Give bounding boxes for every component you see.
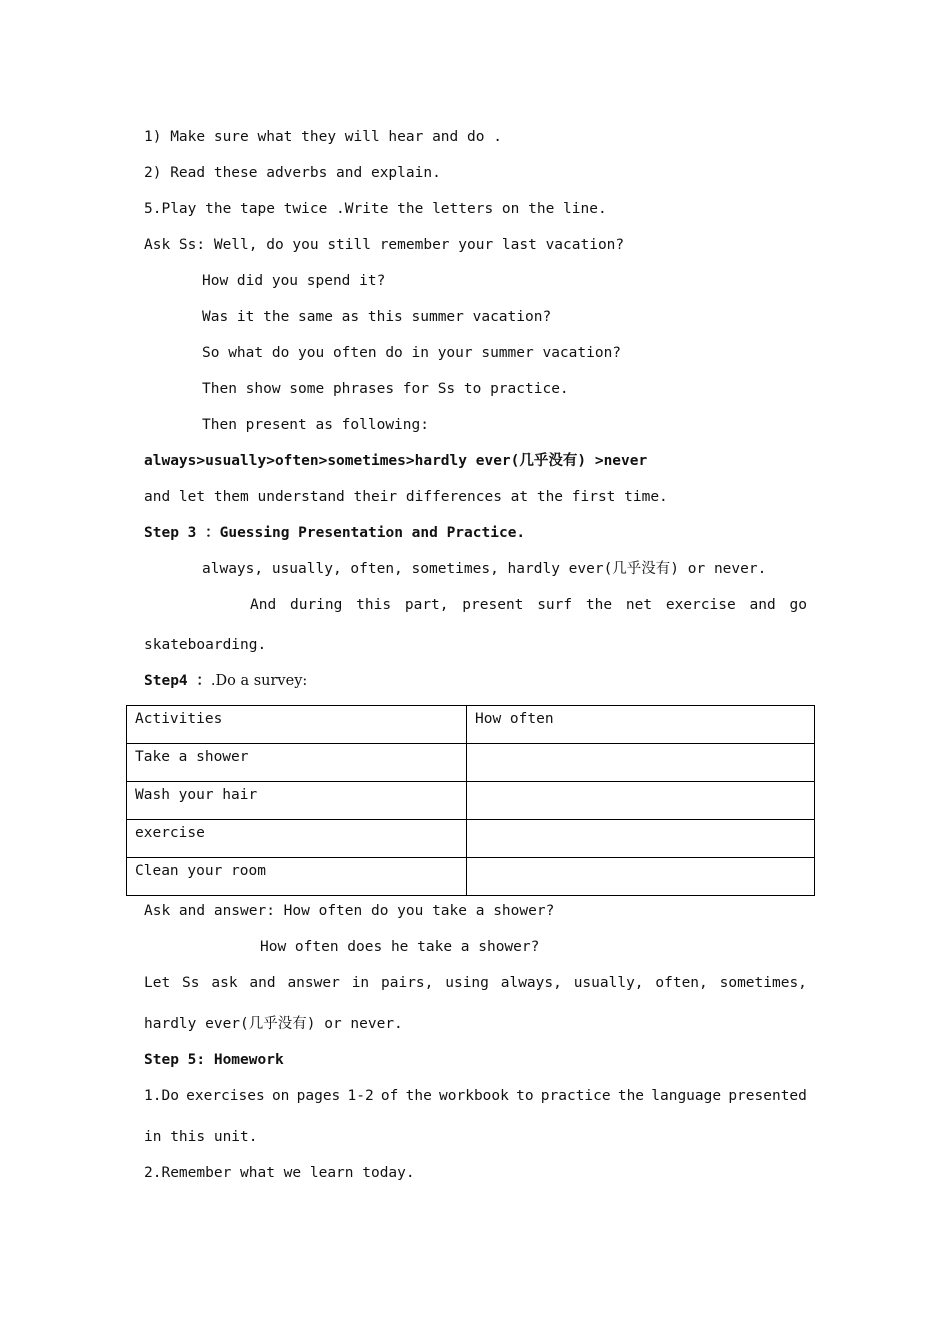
step3-heading: Step 3 ：Guessing Presentation and Practice. <box>144 525 526 541</box>
header-cell: Activities <box>127 706 467 744</box>
text-line: How did you spend it? <box>202 273 386 289</box>
header-cell: How often <box>467 706 815 744</box>
word: on <box>271 1088 290 1104</box>
word: Let <box>144 975 171 991</box>
word: workbook <box>439 1088 509 1104</box>
justified-line <box>250 595 807 615</box>
word: net <box>625 597 653 613</box>
word: the <box>405 1088 432 1104</box>
word: go <box>789 597 807 613</box>
survey-table <box>126 705 815 896</box>
table-row <box>127 744 815 782</box>
word: exercises <box>186 1088 265 1104</box>
text-line: Was it the same as this summer vacation? <box>202 309 552 325</box>
word: pages <box>296 1088 341 1104</box>
word: often, <box>655 975 708 991</box>
frequency-cell <box>467 782 815 820</box>
word: using <box>445 975 489 991</box>
text-line: in this unit. <box>144 1129 258 1145</box>
table-row <box>127 820 815 858</box>
text-line: Ask and answer: How often do you take a shower? <box>144 903 555 919</box>
text-line: 2) Read these adverbs and explain. <box>144 165 441 181</box>
table-row <box>127 858 815 896</box>
word: answer <box>287 975 340 991</box>
justified-line <box>144 973 807 993</box>
word: and <box>249 975 276 991</box>
text-line: 5.Play the tape twice .Write the letters on the line. <box>144 201 607 217</box>
adverb-scale: always>usually>often>sometimes>hardly ever(几乎没有) >never <box>144 453 648 469</box>
text-line: 1) Make sure what they will hear and do . <box>144 129 502 145</box>
word: usually, <box>573 975 644 991</box>
word: ask <box>211 975 238 991</box>
word: in <box>351 975 370 991</box>
justified-line <box>144 1086 807 1106</box>
word: 1.Do <box>144 1088 179 1104</box>
word: and <box>749 597 776 613</box>
word: the <box>617 1088 645 1104</box>
word: the <box>585 597 613 613</box>
activity-cell: exercise <box>127 820 467 858</box>
word: pairs, <box>381 975 434 991</box>
word: 1-2 <box>347 1088 374 1104</box>
text-line: 2.Remember what we learn today. <box>144 1165 415 1181</box>
word: practice <box>540 1088 611 1104</box>
word: And <box>250 597 277 613</box>
text-line: So what do you often do in your summer vacation? <box>202 345 622 361</box>
text-line: always, usually, often, sometimes, hardly ever(几乎没有) or never. <box>202 561 767 577</box>
word: language <box>651 1088 722 1104</box>
word: of <box>380 1088 399 1104</box>
activity-cell: Wash your hair <box>127 782 467 820</box>
word: sometimes, <box>719 975 807 991</box>
word: Ss <box>182 975 200 991</box>
frequency-cell <box>467 858 815 896</box>
text-line: Ask Ss: Well, do you still remember your last vacation? <box>144 237 625 253</box>
step5-heading: Step 5: Homework <box>144 1052 284 1068</box>
text-line: Then present as following: <box>202 417 429 433</box>
text-line: hardly ever(几乎没有) or never. <box>144 1016 403 1032</box>
table-row <box>127 782 815 820</box>
word: surf <box>537 597 573 613</box>
frequency-cell <box>467 820 815 858</box>
word: presented <box>728 1088 807 1104</box>
frequency-cell <box>467 744 815 782</box>
word: exercise <box>665 597 736 613</box>
text-line: skateboarding. <box>144 637 267 653</box>
activity-cell: Clean your room <box>127 858 467 896</box>
word: always, <box>500 975 562 991</box>
word: this <box>356 597 392 613</box>
word: present <box>462 597 524 613</box>
word: to <box>516 1088 534 1104</box>
table-header-row <box>127 706 815 744</box>
step4-text: .Do a survey: <box>210 673 308 689</box>
step4-label: Step4 ： <box>144 673 211 689</box>
text-line: How often does he take a shower? <box>260 939 540 955</box>
text-line: and let them understand their differences at the first time. <box>144 489 668 505</box>
word: part, <box>404 597 449 613</box>
step4-heading <box>144 671 307 691</box>
word: during <box>289 597 343 613</box>
activity-cell: Take a shower <box>127 744 467 782</box>
text-line: Then show some phrases for Ss to practice. <box>202 381 569 397</box>
